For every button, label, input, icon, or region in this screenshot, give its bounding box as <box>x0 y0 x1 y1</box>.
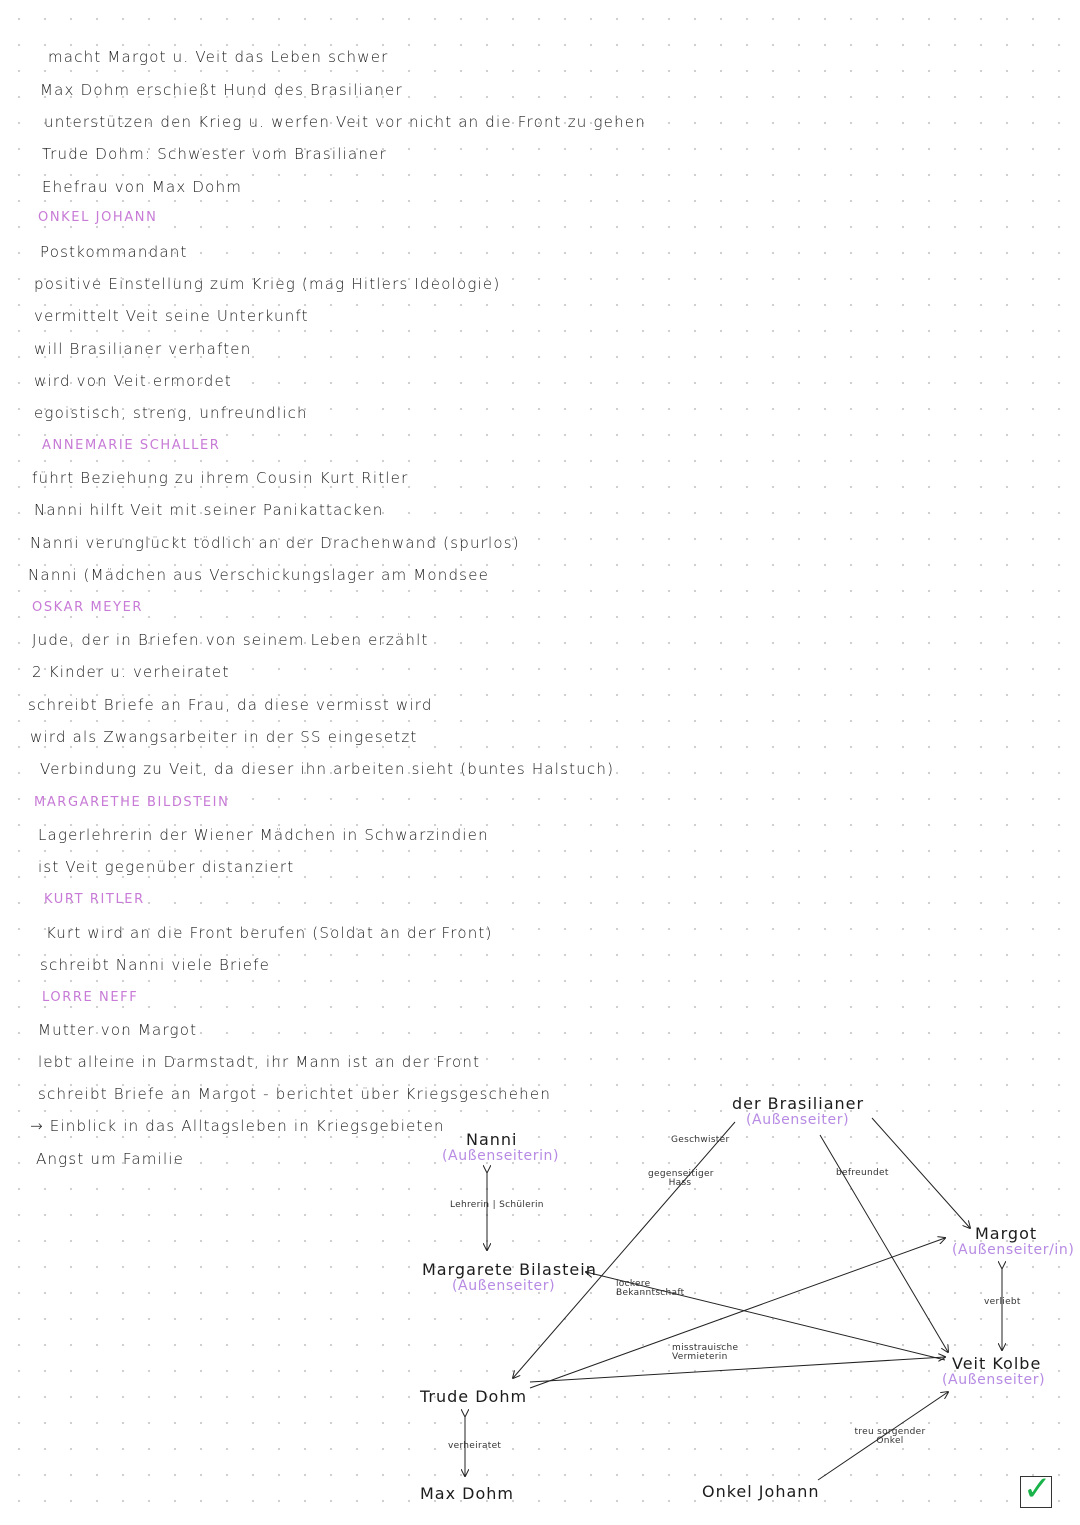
note-line: egoistisch, streng, unfreundlich <box>34 404 308 422</box>
section-heading-annemarie-schaller: ANNEMARIE SCHALLER <box>42 438 221 453</box>
relation-verliebt: verliebt <box>984 1297 1021 1307</box>
note-line: Mutter von Margot <box>38 1021 198 1039</box>
check-icon: ✓ <box>1023 1469 1052 1509</box>
node-margot: Margot <box>975 1224 1038 1243</box>
node-trude: Trude Dohm <box>420 1387 528 1406</box>
relation-onkel: treu sorgender Onkel <box>854 1427 926 1446</box>
relation-vermieterin: misstrauische Vermieterin <box>672 1343 739 1362</box>
section-heading-oskar-meyer: OSKAR MEYER <box>32 600 144 615</box>
note-line: Nanni (Mädchen aus Verschickungslager am Mondsee <box>28 566 490 584</box>
checkbox <box>1020 1469 1052 1509</box>
section-heading-lorre-neff: LORRE NEFF <box>42 990 139 1005</box>
note-line: Lagerlehrerin der Wiener Mädchen in Schwarzindien <box>38 826 489 844</box>
note-line: Trude Dohm: Schwester vom Brasilianer <box>42 145 387 163</box>
note-line: Nanni verunglückt tödlich an der Drachenwand (spurlos) <box>30 534 520 552</box>
node-nanni-role: (Außenseiterin) <box>442 1148 560 1164</box>
note-line: wird als Zwangsarbeiter in der SS eingesetzt <box>30 728 418 746</box>
relation-lehrerin: Lehrerin | Schülerin <box>450 1200 544 1210</box>
note-line: → Einblick in das Alltagsleben in Kriegsgebieten <box>30 1117 445 1135</box>
note-line: lebt alleine in Darmstadt, ihr Mann ist an der Front <box>38 1053 481 1071</box>
note-line: Nanni hilft Veit mit seiner Panikattacken <box>34 501 384 519</box>
node-max: Max Dohm <box>420 1484 514 1503</box>
node-brasilianer-role: (Außenseiter) <box>746 1112 850 1128</box>
relation-bekanntschaft: lockere Bekanntschaft <box>616 1279 685 1298</box>
node-margarete: Margarete Bilastein <box>422 1260 597 1279</box>
note-line: Postkommandant <box>40 243 188 261</box>
node-margot-role: (Außenseiter/in) <box>952 1242 1075 1258</box>
note-line: Verbindung zu Veit, da dieser ihn arbeiten sieht (buntes Halstuch) <box>40 760 615 778</box>
note-line: unterstützen den Krieg u. werfen Veit vor nicht an die Front zu gehen <box>44 113 646 131</box>
note-line: Jude, der in Briefen von seinem Leben erzählt <box>32 631 429 649</box>
node-veit-role: (Außenseiter) <box>942 1372 1046 1388</box>
note-line: 2 Kinder u. verheiratet <box>32 663 230 681</box>
node-johann: Onkel Johann <box>702 1482 820 1501</box>
relation-verheiratet: verheiratet <box>448 1441 502 1451</box>
relation-befreundet: befreundet <box>836 1168 889 1178</box>
node-veit: Veit Kolbe <box>952 1354 1042 1373</box>
note-line: ist Veit gegenüber distanziert <box>38 858 295 876</box>
section-heading-margarethe-bildstein: MARGARETHE BILDSTEIN <box>34 795 230 810</box>
note-line: schreibt Nanni viele Briefe <box>40 956 271 974</box>
note-line: positive Einstellung zum Krieg (mag Hitlers Ideologie) <box>34 275 501 293</box>
note-line: macht Margot u. Veit das Leben schwer <box>48 48 389 66</box>
note-line: Kurt wird an die Front berufen (Soldat an der Front) <box>46 924 493 942</box>
note-line: Angst um Familie <box>36 1150 185 1168</box>
node-margarete-role: (Außenseiter) <box>452 1278 556 1294</box>
note-line: führt Beziehung zu ihrem Cousin Kurt Ritler <box>32 469 409 487</box>
note-line: vermittelt Veit seine Unterkunft <box>34 307 309 325</box>
note-line: schreibt Briefe an Frau, da diese vermisst wird <box>28 696 433 714</box>
note-line: will Brasilianer verhaften <box>34 340 252 358</box>
note-line: Ehefrau von Max Dohm <box>42 178 243 196</box>
note-line: wird von Veit ermordet <box>34 372 232 390</box>
section-heading-onkel-johann: ONKEL JOHANN <box>38 210 158 225</box>
section-heading-kurt-ritler: KURT RITLER <box>44 892 145 907</box>
node-brasilianer: der Brasilianer <box>732 1094 865 1113</box>
note-line: schreibt Briefe an Margot - berichtet über Kriegsgeschehen <box>38 1085 552 1103</box>
relation-geschwister: Geschwister <box>671 1135 730 1145</box>
relation-hass: gegenseitiger Hass <box>648 1169 714 1188</box>
note-line: Max Dohm erschießt Hund des Brasilianer <box>40 81 403 99</box>
node-nanni: Nanni <box>466 1130 518 1149</box>
